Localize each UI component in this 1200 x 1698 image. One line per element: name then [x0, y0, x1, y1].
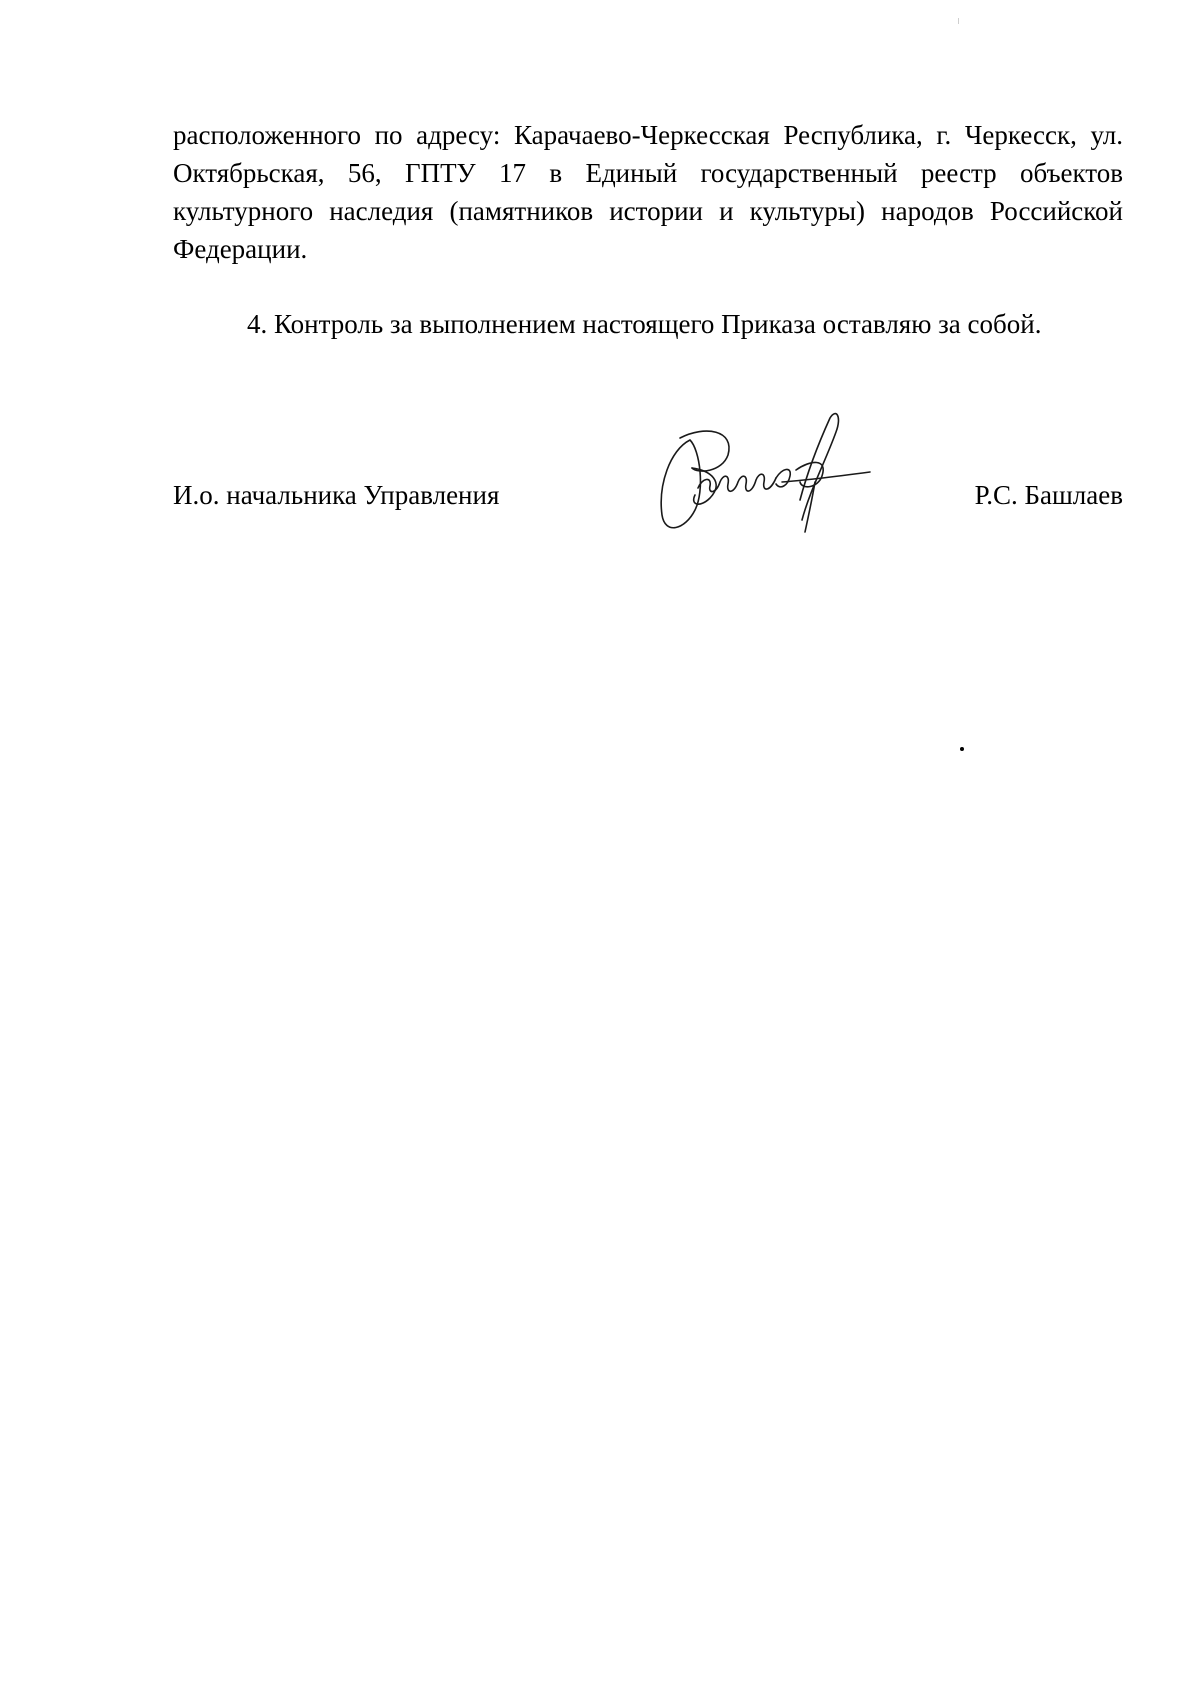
scan-speck	[960, 747, 964, 751]
signatory-position: И.о. начальника Управления	[173, 480, 500, 510]
paragraph-item-4: 4. Контроль за выполнением настоящего Приказа оставляю за собой.	[247, 309, 1042, 339]
signature-block	[173, 476, 1123, 516]
handwritten-signature-icon	[650, 410, 880, 540]
scan-mark	[958, 18, 959, 24]
signatory-name: Р.С. Башлаев	[974, 480, 1123, 510]
paragraph-continued-text: расположенного по адресу: Карачаево-Черкесская Республика, г. Черкесск, ул. Октябрьская, 56, ГПТУ 17 в Единый государственный реестр объектов культурного наследия (памятников истории и культуры) народов Российской Федерации.	[173, 120, 1123, 264]
